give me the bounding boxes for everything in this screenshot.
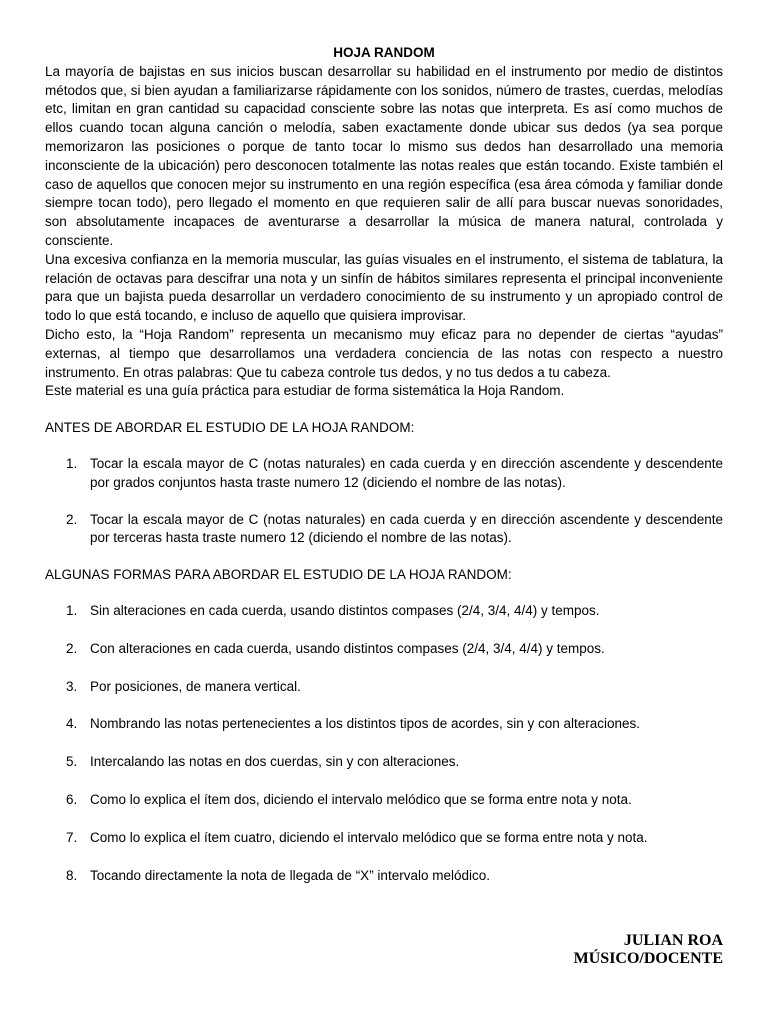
list-item-text: Intercalando las notas en dos cuerdas, sin y con alteraciones. (90, 754, 460, 770)
body-paragraph: Este material es una guía práctica para estudiar de forma sistemática la Hoja Random. (45, 383, 565, 399)
author-name: JULIAN ROA (623, 932, 723, 949)
body-paragraph: Dicho esto, la “Hoja Random” representa un mecanismo muy eficaz para no depender de ciertas “ayudas” externas, al tiempo que desarrollamos una verdadera conciencia de las notas con respecto a nuestro instrumento. En otras palabras: Que tu cabeza controle tus dedos, y no tus dedos a tu cabeza. (45, 326, 723, 380)
list-item-number: 6. (66, 791, 78, 807)
author-role: MÚSICO/DOCENTE (573, 950, 723, 967)
spacer (45, 401, 723, 419)
list-item-number: 5. (66, 754, 78, 770)
list-item-number: 8. (66, 867, 78, 883)
list-item (45, 829, 723, 848)
list-item-number: 1. (66, 602, 78, 618)
list-item-text: Tocar la escala mayor de C (notas naturales) en cada cuerda y en dirección ascendente y descendente por grados conjuntos hasta traste numero 12 (diciendo el nombre de las notas). (90, 455, 723, 490)
list-item (45, 511, 723, 549)
list-item (45, 715, 723, 734)
list-before-study (45, 455, 723, 548)
section-heading-approaches: ALGUNAS FORMAS PARA ABORDAR EL ESTUDIO DE LA HOJA RANDOM: (45, 567, 512, 583)
list-item-number: 7. (66, 829, 78, 845)
spacer (45, 585, 723, 602)
list-item-text: Como lo explica el ítem cuatro, diciendo el intervalo melódico que se forma entre nota y nota. (90, 829, 648, 845)
document-title: HOJA RANDOM (333, 45, 435, 60)
list-item-text: Nombrando las notas pertenecientes a los distintos tipos de acordes, sin y con alteraciones. (90, 716, 641, 732)
list-approaches (45, 602, 723, 885)
list-item-number: 1. (66, 455, 78, 471)
list-item (45, 640, 723, 659)
list-item (45, 867, 723, 886)
list-item (45, 602, 723, 621)
spacer (45, 438, 723, 455)
section-heading-before: ANTES DE ABORDAR EL ESTUDIO DE LA HOJA RANDOM: (45, 420, 415, 436)
body-paragraph: Una excesiva confianza en la memoria muscular, las guías visuales en el instrumento, el sistema de tablatura, la relación de octavas para descifrar una nota y un sinfín de hábitos similares representa el principal inconveniente para que un bajista pueda desarrollar un verdadero conocimiento de su instrumento y un apropiado control de todo lo que está tocando, e incluso de aquello que quisiera improvisar. (45, 251, 723, 324)
intro-paragraph: La mayoría de bajistas en sus inicios buscan desarrollar su habilidad en el instrumento por medio de distintos métodos que, si bien ayudan a familiarizarse rápidamente con los sonidos, número de trastes, cuerdas, melodías etc, limitan en gran cantidad su capacidad consciente sobre las notas que interpreta. Es así como muchos de ellos cuando tocan alguna canción o melodía, saben exactamente donde ubicar sus dedos (ya sea porque memorizaron las posiciones o porque de tanto tocar lo mismo sus dedos han desarrollado una memoria inconsciente de la ubicación) pero desconocen totalmente las notas reales que están tocando. Existe también el caso de aquellos que conocen mejor su instrumento en una región específica (esa área cómoda y familiar donde siempre tocan todo), pero llegado el momento en que requieren salir de allí para buscar nuevas sonoridades, son absolutamente incapaces de aventurarse a desarrollar la música de manera natural, controlada y consciente. (45, 63, 723, 248)
list-item-text: Tocando directamente la nota de llegada de “X” intervalo melódico. (90, 867, 490, 883)
list-item-number: 2. (66, 511, 78, 527)
list-item (45, 791, 723, 810)
list-item (45, 678, 723, 697)
list-item-text: Con alteraciones en cada cuerda, usando distintos compases (2/4, 3/4, 4/4) y tempos. (90, 640, 605, 656)
signature-block (574, 932, 723, 968)
list-item-text: Por posiciones, de manera vertical. (90, 678, 301, 694)
list-item-text: Tocar la escala mayor de C (notas naturales) en cada cuerda y en dirección ascendente y descendente por terceras hasta traste numero 12 (diciendo el nombre de las notas). (90, 511, 723, 546)
list-item-number: 2. (66, 640, 78, 656)
list-item-number: 4. (66, 716, 78, 732)
list-item-text: Sin alteraciones en cada cuerda, usando distintos compases (2/4, 3/4, 4/4) y tempos. (90, 602, 600, 618)
list-item-text: Como lo explica el ítem dos, diciendo el intervalo melódico que se forma entre nota y nota. (90, 791, 632, 807)
list-item (45, 753, 723, 772)
list-item-number: 3. (66, 678, 78, 694)
list-item (45, 455, 723, 493)
